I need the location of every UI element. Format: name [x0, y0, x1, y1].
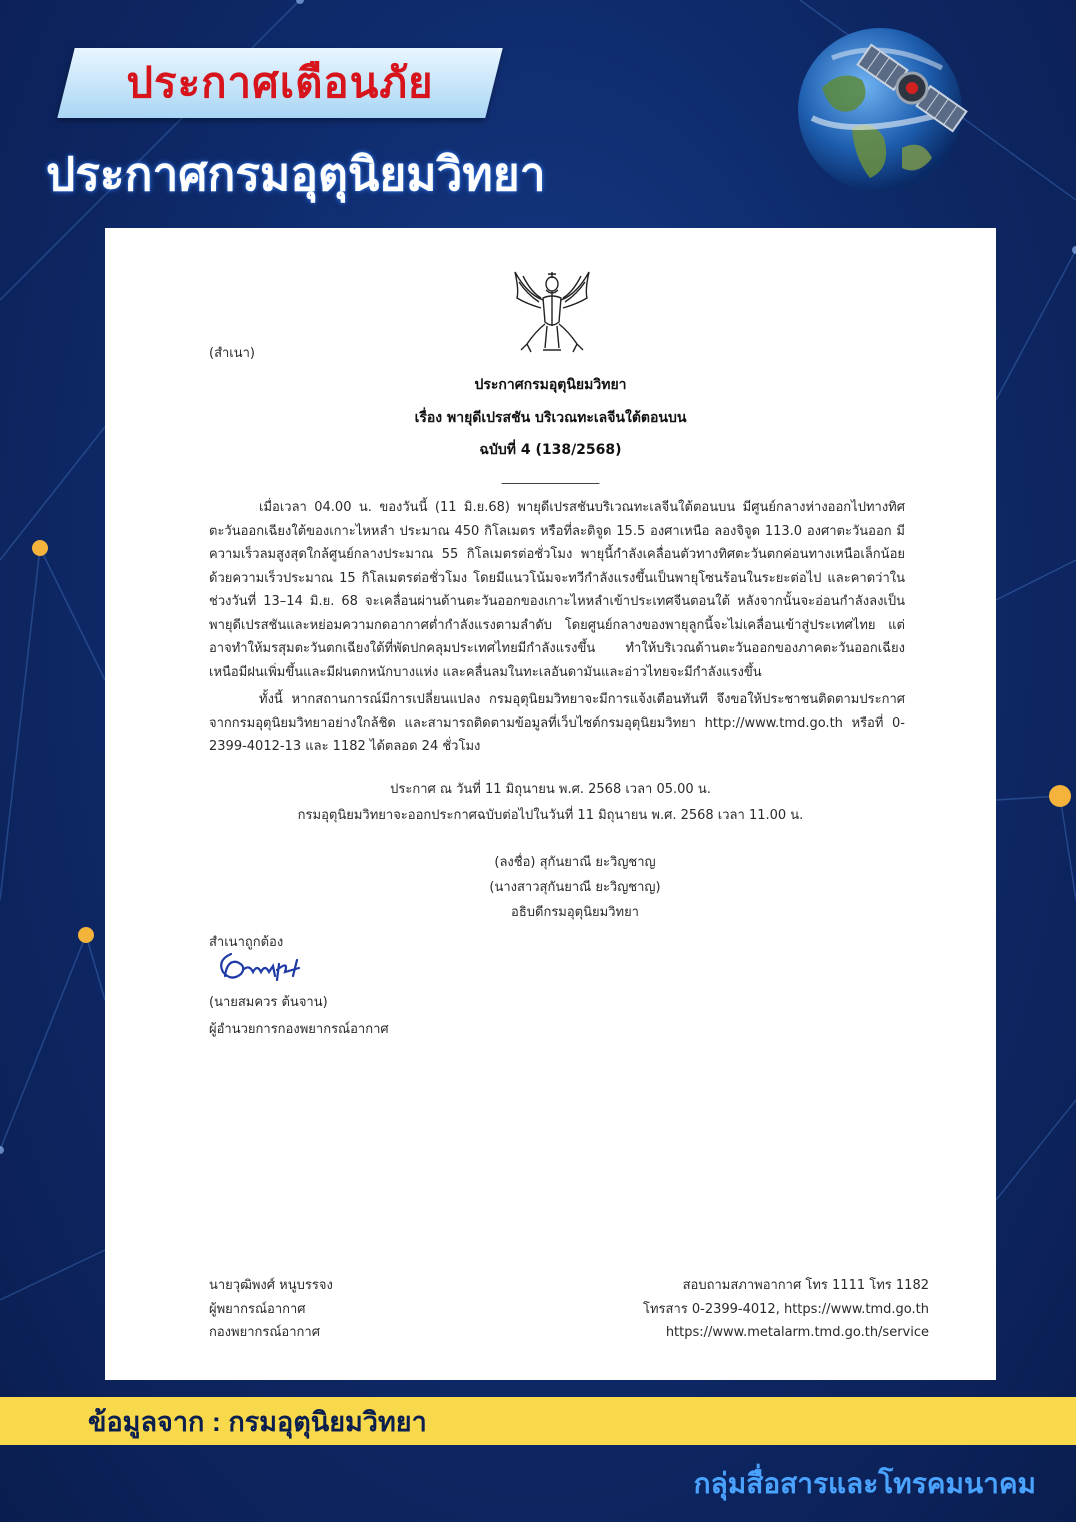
- forecaster-role: ผู้พยากรณ์อากาศ: [209, 1301, 306, 1317]
- contact-phone: สอบถามสภาพอากาศ โทร 1111 โทร 1182: [682, 1278, 929, 1293]
- paragraph-note: [209, 688, 905, 759]
- forecaster-block: [209, 1274, 333, 1345]
- source-text: ข้อมูลจาก : กรมอุตุนิยมวิทยา: [88, 1406, 427, 1437]
- document-heading: ประกาศกรมอุตุนิยมวิทยา: [474, 377, 627, 393]
- separator-line: _______________: [501, 470, 600, 485]
- certified-label: สำเนาถูกต้อง: [209, 935, 284, 950]
- paragraph-main: [209, 496, 905, 684]
- contact-block: [605, 1274, 929, 1345]
- director-signature-block: [405, 850, 745, 925]
- organization-name: กลุ่มสื่อสารและโทรคมนาคม: [693, 1468, 1036, 1499]
- signer-name: (นางสาวสุกันยาณี ยะวิญชาญ): [489, 880, 661, 895]
- paragraph-main-text: เมื่อเวลา 04.00 น. ของวันนี้ (11 มิ.ย.68) พายุดีเปรสชันบริเวณทะเลจีนใต้ตอนบน มีศูนย์กลางห่างออกไปทางทิศตะวันออกเฉียงใต้ของเกาะไหหลำ ประมาณ 450 กิโลเมตร หรือที่ละติจูด 15.5 องศาเหนือ ลองจิจูด 113.0 องศาตะวันออก มีความเร็วลมสูงสุดใกล้ศูนย์กลางประมาณ 55 กิโลเมตรต่อชั่วโมง พายุนี้กำลังเคลื่อนตัวทางทิศตะวันตกค่อนทางเหนือเล็กน้อย ด้วยความเร็วประมาณ 15 กิโลเมตรต่อชั่วโมง โดยมีแนวโน้มจะทวีกำลังแรงขึ้นเป็นพายุโซนร้อนในระยะต่อไป และคาดว่าในช่วงวันที่ 13–14 มิ.ย. 68 จะเคลื่อนผ่านด้านตะวันออกของเกาะไหหลำเข้าประเทศจีนตอนใต้ หลังจากนั้นจะอ่อนกำลังลงเป็นพายุดีเปรสชันและหย่อมความกดอากาศต่ำกำลังแรงตามลำดับ โดยศูนย์กลางของพายุลูกนี้จะไม่เคลื่อนเข้าสู่ประเทศไทย แต่อาจทำให้มรสุมตะวันตกเฉียงใต้ที่พัดปกคลุมประเทศไทยมีกำลังแรงขึ้น ทำให้บริเวณด้านตะวันออกของภาคตะวันออกเฉียงเหนือมีฝนเพิ่มขึ้นและมีฝนตกหนักบางแห่ง และคลื่นลมในทะเลอันดามันและอ่าวไทยจะมีกำลังแรงขึ้น: [209, 500, 905, 680]
- announced-date: ประกาศ ณ วันที่ 11 มิถุนายน พ.ศ. 2568 เวลา 05.00 น.: [390, 782, 711, 797]
- cert-title: ผู้อำนวยการกองพยากรณ์อากาศ: [209, 1022, 389, 1037]
- copy-mark: (สำเนา): [209, 346, 256, 361]
- page-title: ประกาศกรมอุตุนิยมวิทยา: [46, 148, 546, 200]
- contact-fax-web: โทรสาร 0-2399-4012, https://www.tmd.go.th: [643, 1301, 929, 1317]
- announcement-document: [105, 228, 996, 1380]
- next-issue-date: กรมอุตุนิยมวิทยาจะออกประกาศฉบับต่อไปในวันที่ 11 มิถุนายน พ.ศ. 2568 เวลา 11.00 น.: [297, 808, 804, 823]
- handwritten-signature: [213, 946, 313, 988]
- document-subject: เรื่อง พายุดีเปรสชัน บริเวณทะเลจีนใต้ตอนบน: [414, 410, 687, 426]
- garuda-emblem-icon: [507, 264, 597, 356]
- forecaster-name: นายวุฒิพงศ์ หนูบรรจง: [209, 1278, 333, 1293]
- signed-line: (ลงชื่อ) สุกันยาณี ยะวิญชาญ: [494, 855, 656, 870]
- cert-name: (นายสมควร ต้นจาน): [209, 995, 328, 1010]
- globe-satellite-icon: [792, 18, 972, 198]
- warning-banner-text: ประกาศเตือนภัย: [126, 59, 434, 106]
- contact-service-link[interactable]: https://www.metalarm.tmd.go.th/service: [665, 1325, 929, 1340]
- paragraph-note-text: ทั้งนี้ หากสถานการณ์มีการเปลี่ยนแปลง กรมอุตุนิยมวิทยาจะมีการแจ้งเตือนทันที จึงขอให้ประชาชนติดตามประกาศจากกรมอุตุนิยมวิทยาอย่างใกล้ชิด และสามารถติดตามข้อมูลที่เว็บไซต์กรมอุตุนิยมวิทยา http://www.tmd.go.th หรือที่ 0-2399-4012-13 และ 1182 ได้ตลอด 24 ชั่วโมง: [209, 692, 905, 754]
- document-issue: ฉบับที่ 4 (138/2568): [479, 442, 622, 458]
- signer-title: อธิบดีกรมอุตุนิยมวิทยา: [511, 905, 639, 920]
- forecaster-division: กองพยากรณ์อากาศ: [209, 1325, 320, 1340]
